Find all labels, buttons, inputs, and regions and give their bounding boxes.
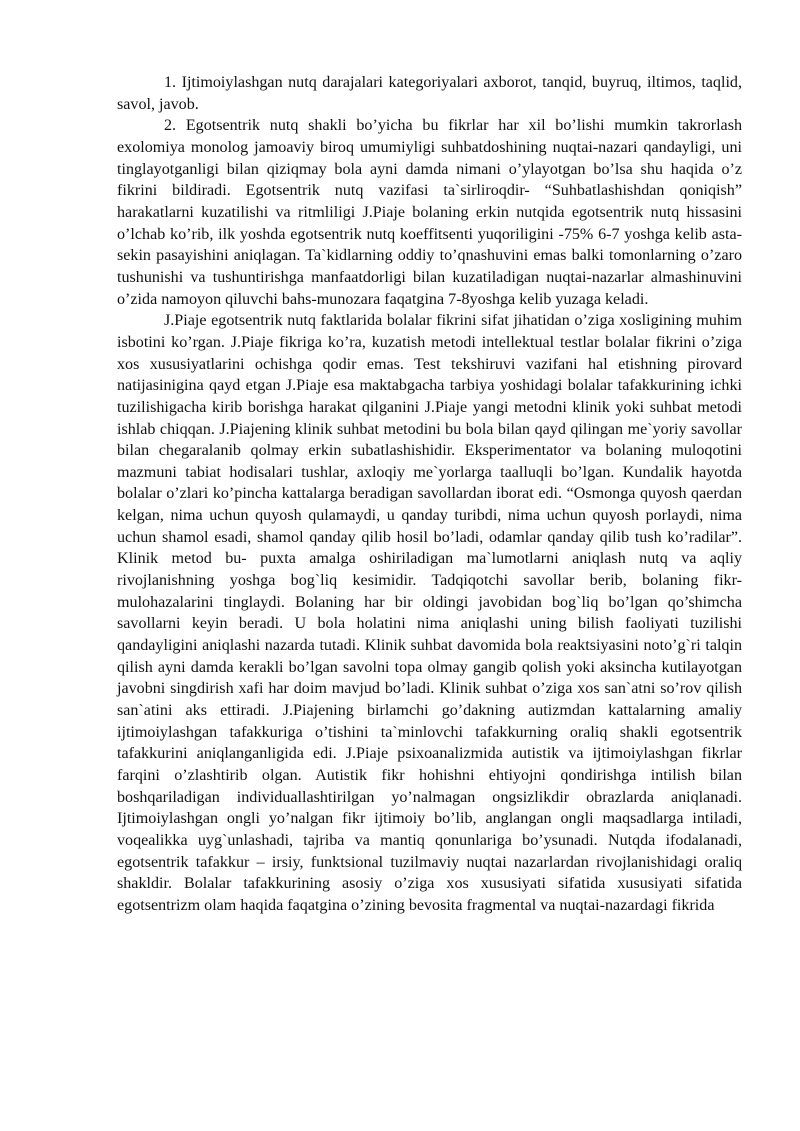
paragraph-1: 1. Ijtimoiylashgan nutq darajalari kategoriyalari axborot, tanqid, buyruq, iltimos, taqlid, savol, javob. [117,74,742,113]
document-page [117,72,742,917]
paragraph-2: 2. Egotsentrik nutq shakli bo’yicha bu fikrlar har xil bo’lishi mumkin takrorlash exolomiya monolog jamoaviy biroq umumiyligi suhbatdoshining nuqtai-nazari qandayligi, uni tinglayotganligi bilan qiziqmay bola ayni damda nimani o’ylayotgan bo’lsa shu haqida o’z fikrini bildiradi. Egotsentrik nutq vazifasi ta`sirliroqdir- “Suhbatlashishdan qoniqish” harakatlarni kuzatilishi va ritmliligi J.Piaje bolaning erkin nutqida egotsentrik nutq hissasini o’lchab ko’rib, ilk yoshda egotsentrik nutq koeffitsenti yuqoriligini -75% 6-7 yoshga kelib asta-sekin pasayishini aniqlagan. Ta`kidlarning oddiy to’qnashuvini emas balki tomonlarning o’zaro tushunishi va tushuntirishga manfaatdorligi bilan kuzatiladigan nuqtai-nazarlar almashinuvini o’zida namoyon qiluvchi bahs-munozara faqatgina 7-8yoshga kelib yuzaga keladi. [117,117,742,308]
paragraph-3: J.Piaje egotsentrik nutq faktlarida bolalar fikrini sifat jihatidan o’ziga xosligining muhim isbotini ko’rgan. J.Piaje fikriga ko’ra, kuzatish metodi intellektual testlar bolalar fikrini o’ziga xos xususiyatlarini ochishga qodir emas. Test tekshiruvi vazifani hal etishning pirovard natijasinigina qayd etgan J.Piaje esa maktabgacha tarbiya yoshidagi bolalar tafakkurining ichki tuzilishigacha kirib borishga harakat qilganini J.Piaje yangi metodni klinik yoki suhbat metodi ishlab chiqqan. J.Piajening klinik suhbat metodini bu bola bilan qayd qilingan me`yoriy savollar bilan chegaralanib qolmay erkin subatlashishidir. Eksperimentator va bolaning muloqotini mazmuni tabiat hodisalari tushlar, axloqiy me`yorlarga taalluqli bo’lgan. Kundalik hayotda bolalar o’zlari ko’pincha kattalarga beradigan savollardan iborat edi. “Osmonga quyosh qaerdan kelgan, nima uchun quyosh qulamaydi, u qanday turibdi, nima uchun quyosh porlaydi, nima uchun shamol esadi, shamol qanday qilib hosil bo’ladi, odamlar qanday qilib tush ko’radilar”. Klinik metod bu- puxta amalga oshiriladigan ma`lumotlarni aniqlash nutq va aqliy rivojlanishning yoshga bog`liq kesimidir. Tadqiqotchi savollar berib, bolaning fikr-mulohazalarini tinglaydi. Bolaning har bir oldingi javobidan bog`liq bo’lgan qo’shimcha savollarni keyin beradi. U bola holatini nima aniqlashi uning bilish faoliyati tuzilishi qandayligini aniqlashi nazarda tutadi. Klinik suhbat davomida bola reaktsiyasini noto’g`ri talqin qilish ayni damda kerakli bo’lgan savolni topa olmay gangib qolish yoki aksincha kutilayotgan javobni singdirish xafi har doim mavjud bo’ladi. Klinik suhbat o’ziga xos san`atni so’rov qilish san`atini aks ettiradi. J.Piajening birlamchi go’dakning autizmdan kattalarning amaliy ijtimoiylashgan tafakkuriga o’tishini ta`minlovchi tafakkurning oraliq shakli egotsentrik tafakkurini aniqlanganligida edi. J.Piaje psixoanalizmida autistik va ijtimoiylashgan fikrlar farqini o’zlashtirib olgan. Autistik fikr hohishni ehtiyojni qondirishga intilish bilan boshqariladigan individuallashtirilgan yo’nalmagan ongsizlikdir obrazlarda aniqlanadi. Ijtimoiylashgan ongli yo’nalgan fikr ijtimoiy bo’lib, anglangan ongli maqsadlarga intiladi, voqealikka uyg`unlashadi, tajriba va mantiq qonunlariga bo’ysunadi. Nutqda ifodalanadi, egotsentrik tafakkur – irsiy, funktsional tuzilmaviy nuqtai nazarlardan rivojlanishidagi oraliq shakldir. Bolalar tafakkurining asosiy o’ziga xos xususiyati sifatida xususiyati sifatida egotsentrizm olam haqida faqatgina o’zining bevosita fragmental va nuqtai-nazardagi fikrida [117,312,742,914]
